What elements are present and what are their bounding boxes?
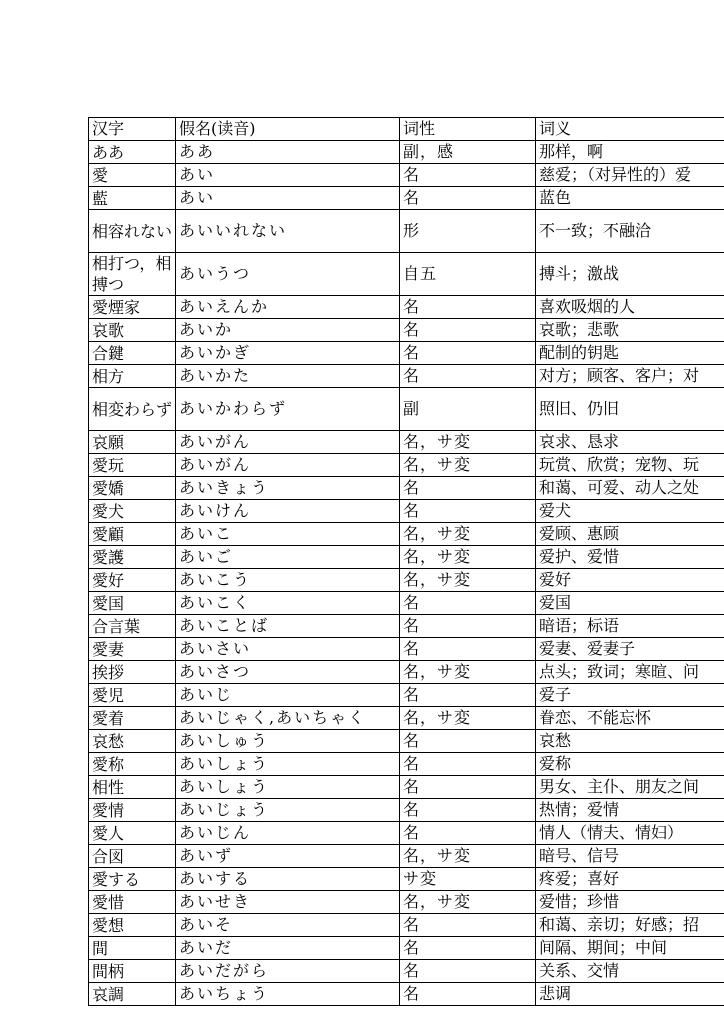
cell-meaning: 爱护、爱惜 <box>536 546 724 569</box>
cell-kana: あいじょう <box>176 799 400 822</box>
cell-kana: あいさつ <box>176 661 400 684</box>
cell-kana: あいかわらず <box>176 388 400 431</box>
cell-pos: 名 <box>400 615 536 638</box>
cell-pos: 名，サ変 <box>400 546 536 569</box>
cell-meaning: 爱顾、惠顾 <box>536 523 724 546</box>
cell-kanji: 合鍵 <box>89 342 176 365</box>
cell-meaning: 间隔、期间；中间 <box>536 937 724 960</box>
cell-meaning: 不一致；不融洽 <box>536 210 724 253</box>
cell-kanji: 愛犬 <box>89 500 176 523</box>
cell-kanji: 愛人 <box>89 822 176 845</box>
cell-meaning: 爱好 <box>536 569 724 592</box>
cell-kana: あいしょう <box>176 753 400 776</box>
cell-meaning: 爱国 <box>536 592 724 615</box>
cell-meaning: 爱惜；珍惜 <box>536 891 724 914</box>
cell-pos: 名 <box>400 960 536 983</box>
table-row <box>89 707 724 730</box>
cell-pos: 名，サ変 <box>400 569 536 592</box>
cell-pos: 名，サ変 <box>400 891 536 914</box>
cell-kanji: 合図 <box>89 845 176 868</box>
cell-meaning: 眷恋、不能忘怀 <box>536 707 724 730</box>
cell-kana: あいか <box>176 319 400 342</box>
table-row <box>89 891 724 914</box>
cell-kana: あいかぎ <box>176 342 400 365</box>
cell-meaning: 爱犬 <box>536 500 724 523</box>
cell-kana: あいご <box>176 546 400 569</box>
cell-kanji: 愛惜 <box>89 891 176 914</box>
cell-pos: 名 <box>400 187 536 210</box>
cell-kana: あいそ <box>176 914 400 937</box>
cell-pos: 名 <box>400 776 536 799</box>
table-row <box>89 342 724 365</box>
cell-kanji: 愛着 <box>89 707 176 730</box>
cell-kana: あいじ <box>176 684 400 707</box>
cell-meaning: 搏斗；激战 <box>536 253 724 296</box>
cell-pos: 副，感 <box>400 141 536 164</box>
cell-pos: 副 <box>400 388 536 431</box>
table-row <box>89 210 724 253</box>
cell-kana: あいがん <box>176 454 400 477</box>
cell-meaning: 蓝色 <box>536 187 724 210</box>
cell-kanji: 藍 <box>89 187 176 210</box>
cell-kanji: 愛煙家 <box>89 296 176 319</box>
cell-kanji: 愛する <box>89 868 176 891</box>
cell-pos: 名 <box>400 319 536 342</box>
cell-pos: 名，サ変 <box>400 523 536 546</box>
cell-meaning: 男女、主仆、朋友之间 <box>536 776 724 799</box>
cell-pos: 名，サ変 <box>400 661 536 684</box>
cell-meaning: 悲调 <box>536 983 724 1006</box>
cell-kanji: 愛嬌 <box>89 477 176 500</box>
table-row <box>89 141 724 164</box>
cell-pos: 名 <box>400 164 536 187</box>
cell-kanji: 愛情 <box>89 799 176 822</box>
cell-pos: 形 <box>400 210 536 253</box>
cell-meaning: 哀求、恳求 <box>536 431 724 454</box>
vocabulary-rows <box>89 141 724 1006</box>
cell-kanji: 間 <box>89 937 176 960</box>
cell-kanji: 哀調 <box>89 983 176 1006</box>
cell-kanji: 合言葉 <box>89 615 176 638</box>
cell-pos: 名 <box>400 342 536 365</box>
table-row <box>89 296 724 319</box>
cell-meaning: 和蔼、亲切；好感；招 <box>536 914 724 937</box>
cell-kana: ああ <box>176 141 400 164</box>
cell-kana: あいことば <box>176 615 400 638</box>
table-row <box>89 187 724 210</box>
cell-kana: あい <box>176 164 400 187</box>
cell-kana: あいせき <box>176 891 400 914</box>
header-meaning: 词义 <box>536 118 724 141</box>
cell-kanji: 哀歌 <box>89 319 176 342</box>
cell-meaning: 点头；致词；寒暄、问 <box>536 661 724 684</box>
cell-pos: 名 <box>400 914 536 937</box>
header-row <box>89 118 724 141</box>
cell-meaning: 慈爱；（对异性的）爱 <box>536 164 724 187</box>
cell-meaning: 暗语；标语 <box>536 615 724 638</box>
table-row <box>89 388 724 431</box>
cell-kanji: 相打つ，相搏つ <box>89 253 176 296</box>
cell-kanji: 愛国 <box>89 592 176 615</box>
table-row <box>89 753 724 776</box>
cell-kanji: 間柄 <box>89 960 176 983</box>
table-row <box>89 776 724 799</box>
cell-meaning: 热情；爱情 <box>536 799 724 822</box>
table-row <box>89 983 724 1006</box>
cell-kana: あいだがら <box>176 960 400 983</box>
cell-kana: あいこく <box>176 592 400 615</box>
cell-kanji: 哀愁 <box>89 730 176 753</box>
vocabulary-table <box>88 117 724 1006</box>
cell-kanji: 相変わらず <box>89 388 176 431</box>
table-row <box>89 500 724 523</box>
table-row <box>89 523 724 546</box>
cell-meaning: 照旧、仍旧 <box>536 388 724 431</box>
cell-meaning: 喜欢吸烟的人 <box>536 296 724 319</box>
cell-kana: あいする <box>176 868 400 891</box>
cell-pos: 名 <box>400 638 536 661</box>
cell-pos: 名 <box>400 684 536 707</box>
table-row <box>89 253 724 296</box>
cell-kana: あいこう <box>176 569 400 592</box>
cell-pos: 名 <box>400 730 536 753</box>
table-row <box>89 454 724 477</box>
table-row <box>89 638 724 661</box>
cell-kanji: 愛称 <box>89 753 176 776</box>
header-kana: 假名(读音) <box>176 118 400 141</box>
cell-kanji: 挨拶 <box>89 661 176 684</box>
table-row <box>89 684 724 707</box>
table-row <box>89 661 724 684</box>
table-row <box>89 914 724 937</box>
cell-kanji: 哀願 <box>89 431 176 454</box>
cell-meaning: 那样，啊 <box>536 141 724 164</box>
header-pos: 词性 <box>400 118 536 141</box>
cell-meaning: 和蔼、可爱、动人之处 <box>536 477 724 500</box>
cell-pos: 名 <box>400 477 536 500</box>
table-row <box>89 319 724 342</box>
cell-meaning: 哀愁 <box>536 730 724 753</box>
cell-kanji: 愛妻 <box>89 638 176 661</box>
table-row <box>89 822 724 845</box>
table-row <box>89 937 724 960</box>
table-row <box>89 164 724 187</box>
cell-kana: あいしゅう <box>176 730 400 753</box>
table-row <box>89 868 724 891</box>
cell-pos: 名 <box>400 937 536 960</box>
cell-meaning: 情人（情夫、情妇） <box>536 822 724 845</box>
cell-pos: 名 <box>400 296 536 319</box>
cell-kana: あいいれない <box>176 210 400 253</box>
cell-pos: 名，サ変 <box>400 431 536 454</box>
cell-kana: あいこ <box>176 523 400 546</box>
header-kanji: 汉字 <box>89 118 176 141</box>
cell-pos: サ変 <box>400 868 536 891</box>
table-row <box>89 592 724 615</box>
cell-kanji: 愛玩 <box>89 454 176 477</box>
cell-kanji: 相方 <box>89 365 176 388</box>
cell-pos: 名，サ変 <box>400 454 536 477</box>
table-row <box>89 546 724 569</box>
cell-kana: あいしょう <box>176 776 400 799</box>
table-row <box>89 845 724 868</box>
cell-meaning: 爱妻、爱妻子 <box>536 638 724 661</box>
cell-meaning: 爱子 <box>536 684 724 707</box>
cell-meaning: 配制的钥匙 <box>536 342 724 365</box>
cell-meaning: 哀歌；悲歌 <box>536 319 724 342</box>
table-row <box>89 569 724 592</box>
cell-kana: あいちょう <box>176 983 400 1006</box>
cell-kana: あいけん <box>176 500 400 523</box>
cell-meaning: 对方；顾客、客户；对 <box>536 365 724 388</box>
cell-kanji: 愛想 <box>89 914 176 937</box>
cell-kanji: 相容れない <box>89 210 176 253</box>
table-row <box>89 615 724 638</box>
cell-kanji: 愛児 <box>89 684 176 707</box>
table-row <box>89 477 724 500</box>
cell-pos: 名 <box>400 983 536 1006</box>
cell-kana: あいさい <box>176 638 400 661</box>
cell-kanji: 愛護 <box>89 546 176 569</box>
cell-kana: あいじん <box>176 822 400 845</box>
table-row <box>89 960 724 983</box>
cell-kana: あい <box>176 187 400 210</box>
cell-meaning: 玩赏、欣赏；宠物、玩 <box>536 454 724 477</box>
cell-meaning: 关系、交情 <box>536 960 724 983</box>
cell-kana: あいだ <box>176 937 400 960</box>
cell-pos: 名 <box>400 592 536 615</box>
cell-pos: 自五 <box>400 253 536 296</box>
cell-meaning: 爱称 <box>536 753 724 776</box>
cell-pos: 名 <box>400 500 536 523</box>
cell-kanji: 相性 <box>89 776 176 799</box>
cell-kana: あいきょう <box>176 477 400 500</box>
cell-kana: あいうつ <box>176 253 400 296</box>
cell-pos: 名 <box>400 822 536 845</box>
cell-kana: あいがん <box>176 431 400 454</box>
cell-pos: 名 <box>400 753 536 776</box>
table-row <box>89 365 724 388</box>
cell-kana: あいじゃく,あいちゃく <box>176 707 400 730</box>
cell-kanji: 愛好 <box>89 569 176 592</box>
cell-meaning: 暗号、信号 <box>536 845 724 868</box>
cell-kanji: 愛 <box>89 164 176 187</box>
table-row <box>89 799 724 822</box>
cell-kanji: 愛顧 <box>89 523 176 546</box>
cell-pos: 名，サ変 <box>400 707 536 730</box>
table-row <box>89 431 724 454</box>
cell-pos: 名，サ変 <box>400 845 536 868</box>
cell-pos: 名 <box>400 799 536 822</box>
cell-kanji: ああ <box>89 141 176 164</box>
cell-kana: あいず <box>176 845 400 868</box>
cell-meaning: 疼爱；喜好 <box>536 868 724 891</box>
table-row <box>89 730 724 753</box>
cell-kana: あいえんか <box>176 296 400 319</box>
cell-pos: 名 <box>400 365 536 388</box>
cell-kana: あいかた <box>176 365 400 388</box>
